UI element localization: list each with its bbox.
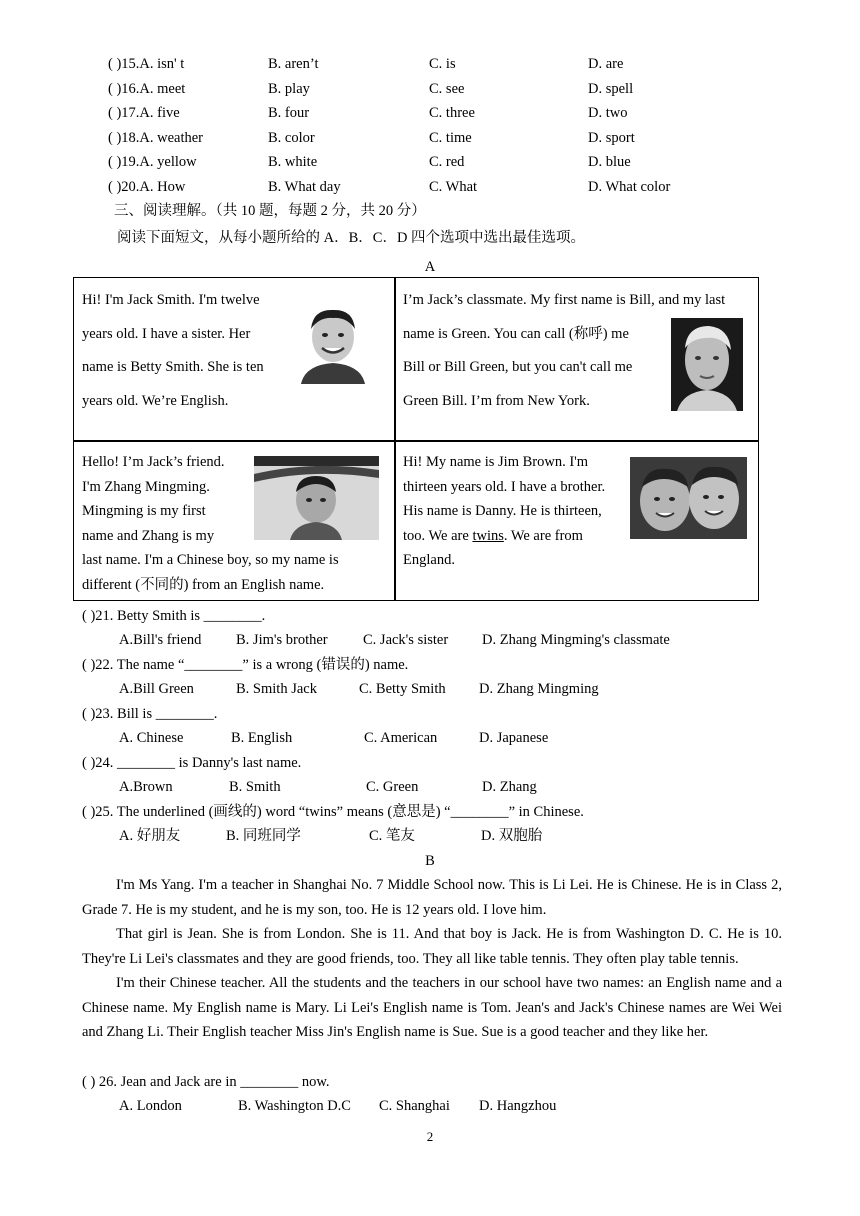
question-25: ( )25. The underlined (画线的) word “twins” means (意思是) “________” in Chinese. — [82, 804, 584, 820]
option-d: D. are — [588, 56, 624, 72]
passage-b-paragraph-1: I'm Ms Yang. I'm a teacher in Shanghai No. 7 Middle School now. This is Li Lei. He is Chinese. He is in Class 2, Grade 7. He is my student, and he is my son, too. He is 12 years old. I love him. — [82, 877, 782, 918]
page-number: 2 — [426, 1129, 434, 1144]
photo-zhang-mingming — [254, 456, 379, 540]
option-d: D. blue — [588, 154, 631, 170]
option-a: A. London — [119, 1098, 182, 1114]
text-line: different (不同的) from an English name. — [82, 576, 325, 593]
option-a: A.Bill's friend — [119, 632, 202, 648]
option-b: B. play — [268, 80, 310, 97]
option-d: D. What color — [588, 178, 671, 195]
boy-portrait-icon — [291, 301, 375, 384]
option-a: A.Bill Green — [119, 681, 194, 697]
text-line: Mingming is my first — [82, 503, 206, 520]
text-line: years old. I have a sister. Her — [82, 325, 251, 342]
option-b: B. Jim's brother — [236, 632, 328, 648]
text-line: Hi! My name is Jim Brown. I'm — [403, 454, 589, 470]
text-span: too. We are — [403, 527, 473, 544]
text-line: Hi! I'm Jack Smith. I'm twelve — [82, 292, 260, 308]
passage-b-paragraph-3: I'm their Chinese teacher. All the students and the teachers in our school have two names: an English name and a Chinese name. My English name is Mary. Li Lei's English name is Tom. Jean's and Jack's Chinese names are Wei Wei and Zhang Li. Their English teacher Miss Jin's English name is Sue. Sue is a good teacher and they like her. — [82, 975, 782, 1040]
option-c: C. Jack's sister — [363, 632, 449, 648]
passage-b-label: B — [425, 853, 435, 869]
option-a: ( )18.A. weather — [108, 129, 204, 146]
text-line — [403, 524, 605, 549]
text-line: I’m Jack’s classmate. My first name is Bill, and my last — [403, 292, 726, 308]
option-d: D. Zhang Mingming's classmate — [482, 632, 670, 648]
text-line: years old. We’re English. — [82, 392, 229, 409]
twins-portrait-icon — [630, 457, 747, 539]
question-23: ( )23. Bill is ________. — [82, 706, 218, 722]
option-b: B. Smith — [229, 779, 281, 795]
photo-bill-green — [671, 318, 743, 411]
question-26: ( ) 26. Jean and Jack are in ________ now. — [82, 1074, 330, 1090]
boy-portrait-icon — [671, 318, 743, 411]
question-22: ( )22. The name “________” is a wrong (错误的) name. — [82, 657, 409, 673]
option-d: D. Japanese — [479, 730, 549, 746]
text-line: His name is Danny. He is thirteen, — [403, 503, 602, 520]
text-line: I'm Zhang Mingming. — [82, 478, 210, 495]
cell-jim-text — [403, 450, 605, 573]
text-line: name is Betty Smith. She is ten — [82, 359, 264, 376]
text-line: last name. I'm a Chinese boy, so my name is — [82, 552, 339, 569]
option-c: C. Green — [366, 779, 419, 795]
text-line: Green Bill. I’m from New York. — [403, 392, 590, 409]
cell-jack-text — [82, 284, 264, 418]
text-line: name is Green. You can call (称呼) me — [403, 325, 629, 342]
option-a: ( )17.A. five — [108, 105, 180, 121]
underlined-word-twins: twins — [472, 527, 504, 544]
option-a: ( )19.A. yellow — [108, 154, 197, 170]
option-b: B. Washington D.C — [238, 1098, 351, 1114]
photo-jack-smith — [291, 301, 375, 384]
section-instruction: 阅读下面短文，从每小题所给的 A．B．C．D 四个选项中选出最佳选项。 — [117, 230, 586, 246]
option-d: D. sport — [588, 129, 635, 146]
passage-a-label: A — [424, 259, 436, 275]
option-c: C. time — [429, 129, 472, 146]
option-d: D. spell — [588, 80, 634, 97]
question-24: ( )24. ________ is Danny's last name. — [82, 755, 302, 771]
option-b: B. English — [231, 730, 293, 746]
option-d: D. Hangzhou — [479, 1098, 557, 1114]
option-c: C. three — [429, 105, 475, 121]
text-line: thirteen years old. I have a brother. — [403, 478, 606, 495]
option-b: B. color — [268, 129, 315, 146]
option-c: C. is — [429, 56, 456, 72]
option-a: A.Brown — [119, 779, 173, 795]
option-c: C. What — [429, 178, 478, 195]
option-c: C. red — [429, 154, 465, 170]
option-d: D. 双胞胎 — [481, 828, 543, 844]
option-b: B. aren’t — [268, 56, 319, 72]
text-span: . We are from — [503, 527, 583, 544]
option-b: B. Smith Jack — [236, 681, 317, 697]
option-a: ( )16.A. meet — [108, 80, 186, 97]
option-c: C. American — [364, 730, 438, 746]
boy-portrait-icon — [254, 456, 379, 540]
section-heading: 三、阅读理解。（共 10 题，每题 2 分，共 20 分） — [114, 203, 426, 219]
passage-b-paragraph-2: That girl is Jean. She is from London. She is 11. And that boy is Jack. He is from Washington D. C. He is 10. They're Li Lei's classmates and they are good friends, too. They all like table tennis. They often play table tennis. — [82, 926, 782, 967]
option-b: B. white — [268, 154, 318, 170]
option-b: B. 同班同学 — [226, 828, 301, 844]
option-c: C. see — [429, 80, 465, 97]
text-line: Bill or Bill Green, but you can't call me — [403, 359, 633, 376]
option-a: A. Chinese — [119, 730, 184, 746]
option-a: ( )20.A. How — [108, 178, 186, 195]
option-b: B. four — [268, 105, 310, 121]
text-line: England. — [403, 552, 455, 569]
text-line: name and Zhang is my — [82, 527, 215, 544]
option-c: C. Betty Smith — [359, 681, 446, 697]
photo-twins — [630, 457, 747, 539]
option-a: ( )15.A. isn' t — [108, 56, 185, 72]
option-d: D. Zhang Mingming — [479, 681, 599, 697]
option-a: A. 好朋友 — [119, 828, 181, 844]
option-b: B. What day — [268, 178, 341, 195]
option-d: D. two — [588, 105, 628, 121]
option-c: C. 笔友 — [369, 828, 415, 844]
option-d: D. Zhang — [482, 779, 537, 795]
question-21: ( )21. Betty Smith is ________. — [82, 608, 266, 624]
option-c: C. Shanghai — [379, 1098, 450, 1114]
text-line: Hello! I’m Jack’s friend. — [82, 454, 225, 470]
